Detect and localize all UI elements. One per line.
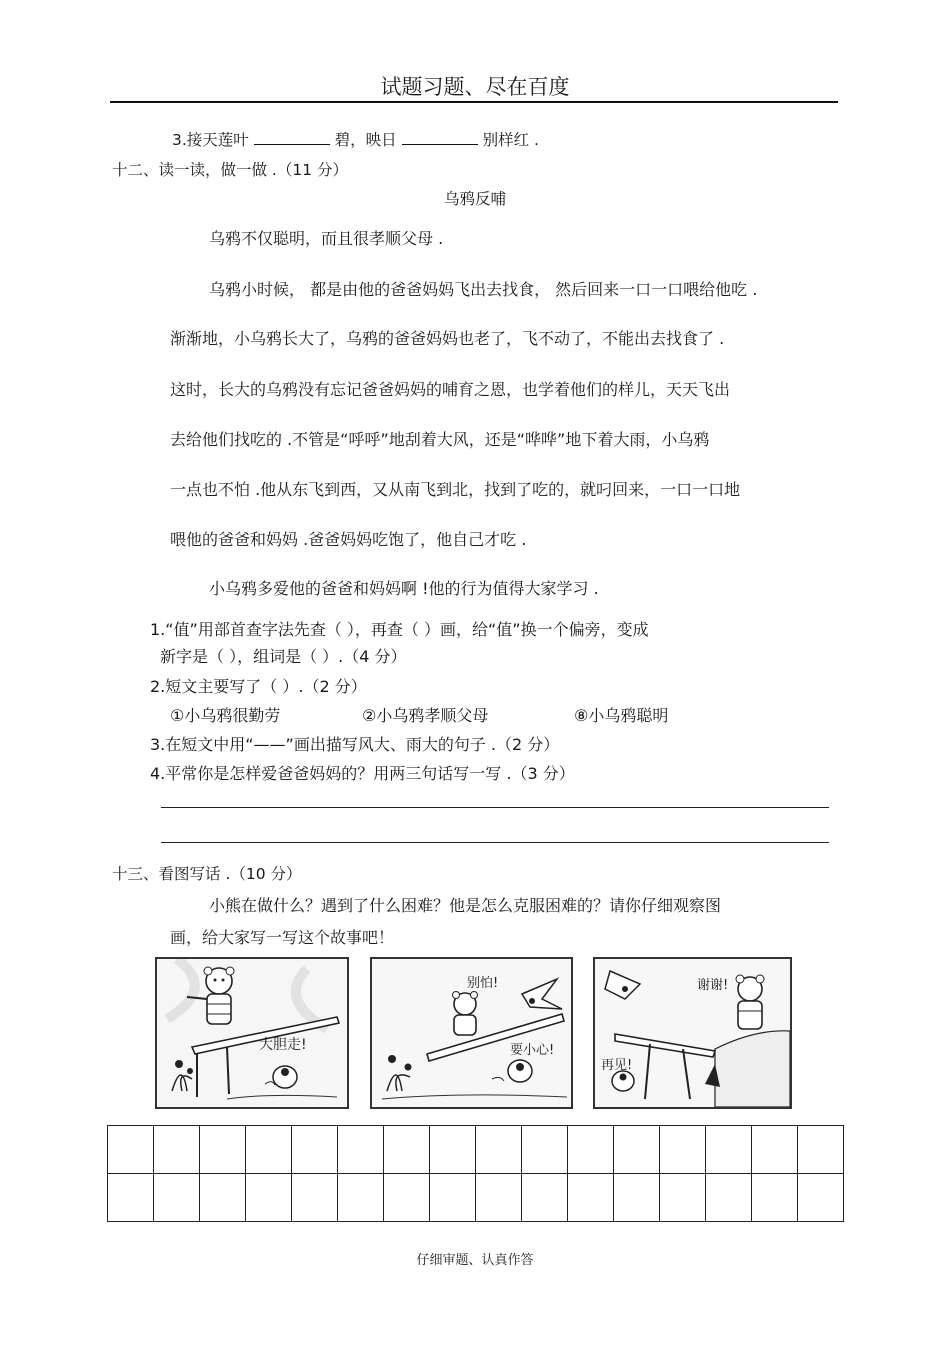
writing-grid-row: [108, 1174, 844, 1222]
panel-2-caption-top: 别怕!: [467, 976, 499, 991]
answer-line[interactable]: [161, 842, 829, 843]
writing-grid-cell[interactable]: [430, 1126, 476, 1174]
story-picture-1: [155, 957, 349, 1109]
writing-grid-cell[interactable]: [384, 1126, 430, 1174]
writing-grid-cell[interactable]: [430, 1174, 476, 1222]
writing-grid-cell[interactable]: [200, 1174, 246, 1222]
writing-grid-cell[interactable]: [660, 1126, 706, 1174]
writing-grid-cell[interactable]: [338, 1174, 384, 1222]
writing-grid-cell[interactable]: [706, 1174, 752, 1222]
bear-on-log-bridge-illustration: [157, 959, 347, 1107]
question-3: 3.在短文中用“——”画出描写风大、雨大的句子 .（2 分）: [150, 735, 560, 754]
story-paragraph: 这时，长大的乌鸦没有忘记爸爸妈妈的哺育之恩，也学着他们的样儿，天天飞出: [170, 380, 731, 399]
writing-grid-cell[interactable]: [568, 1126, 614, 1174]
poem-prefix: 3.接天莲叶: [172, 131, 249, 149]
writing-grid-cell[interactable]: [338, 1126, 384, 1174]
poem-suffix: 别样红 .: [482, 131, 539, 149]
story-paragraph: 乌鸦小时候， 都是由他的爸爸妈妈飞出去找食， 然后回来一口一口喂给他吃 .: [209, 280, 758, 299]
writing-grid-cell[interactable]: [108, 1126, 154, 1174]
panel-2-caption-bottom: 要小心!: [510, 1043, 555, 1058]
writing-grid-cell[interactable]: [200, 1126, 246, 1174]
question-2-option-2[interactable]: ②小乌鸦孝顺父母: [362, 706, 489, 725]
writing-grid-cell[interactable]: [522, 1126, 568, 1174]
page-header-title: 试题习题、尽在百度: [380, 75, 570, 99]
header-divider: [110, 101, 838, 103]
writing-grid-cell[interactable]: [568, 1174, 614, 1222]
writing-grid-cell[interactable]: [798, 1174, 844, 1222]
story-paragraph: 乌鸦不仅聪明，而且很孝顺父母 .: [209, 229, 444, 248]
writing-grid-cell[interactable]: [614, 1126, 660, 1174]
writing-grid-cell[interactable]: [154, 1126, 200, 1174]
writing-grid-cell[interactable]: [752, 1174, 798, 1222]
writing-grid-cell[interactable]: [476, 1126, 522, 1174]
section-13-heading: 十三、看图写话 .（10 分）: [112, 865, 302, 883]
fill-blank-2[interactable]: [402, 130, 478, 145]
poem-fill-line: [172, 128, 539, 150]
story-paragraph: 喂他的爸爸和妈妈 .爸爸妈妈吃饱了，他自己才吃 .: [170, 530, 527, 549]
answer-line[interactable]: [161, 807, 829, 808]
writing-grid-cell[interactable]: [154, 1174, 200, 1222]
story-paragraph: 一点也不怕 .他从东飞到西，又从南飞到北，找到了吃的，就叼回来，一口一口地: [170, 480, 741, 499]
page-footer: 仔细审题、认真作答: [416, 1253, 534, 1268]
question-1-line-2: 新字是（ ），组词是（ ）.（4 分）: [160, 647, 407, 666]
fill-blank-1[interactable]: [254, 130, 330, 145]
writing-prompt-line-1: 小熊在做什么？遇到了什么困难？他是怎么克服困难的？请你仔细观察图: [209, 896, 722, 915]
panel-3-caption-bottom: 再见!: [601, 1058, 633, 1073]
writing-prompt-line-2: 画，给大家写一写这个故事吧！: [170, 928, 395, 947]
writing-grid-cell[interactable]: [522, 1174, 568, 1222]
writing-grid-cell[interactable]: [614, 1174, 660, 1222]
writing-grid-cell[interactable]: [476, 1174, 522, 1222]
story-title: 乌鸦反哺: [443, 190, 506, 208]
writing-grid-cell[interactable]: [752, 1126, 798, 1174]
writing-grid-cell[interactable]: [246, 1174, 292, 1222]
panel-3-caption-top: 谢谢!: [697, 978, 729, 993]
question-2-option-1[interactable]: ①小乌鸦很勤劳: [170, 706, 281, 725]
question-4: 4.平常你是怎样爱爸爸妈妈的？用两三句话写一写 .（3 分）: [150, 764, 575, 783]
poem-mid: 碧，映日: [334, 131, 397, 149]
bear-thanks-bird-illustration: [595, 959, 790, 1107]
writing-grid-cell[interactable]: [660, 1174, 706, 1222]
story-picture-3: [593, 957, 792, 1109]
writing-grid-cell[interactable]: [292, 1126, 338, 1174]
writing-grid-row: [108, 1126, 844, 1174]
writing-grid-cell[interactable]: [706, 1126, 752, 1174]
writing-grid-cell[interactable]: [384, 1174, 430, 1222]
writing-grid-cell[interactable]: [108, 1174, 154, 1222]
bear-on-broken-bridge-illustration: [372, 959, 571, 1107]
panel-1-caption: 大胆走!: [259, 1037, 307, 1053]
section-12-heading: 十二、读一读，做一做 .（11 分）: [112, 161, 349, 179]
story-paragraph: 渐渐地，小乌鸦长大了，乌鸦的爸爸妈妈也老了，飞不动了，不能出去找食了 .: [170, 329, 725, 348]
writing-grid-cell[interactable]: [246, 1126, 292, 1174]
question-2-option-3[interactable]: ⑧小乌鸦聪明: [574, 706, 669, 725]
story-picture-2: [370, 957, 573, 1109]
writing-grid-cell[interactable]: [798, 1126, 844, 1174]
writing-grid: [107, 1125, 844, 1222]
question-1-line-1: 1.“值”用部首查字法先查（ ），再查（ ）画，给“值”换一个偏旁，变成: [150, 620, 649, 639]
story-paragraph: 去给他们找吃的 .不管是“呼呼”地刮着大风，还是“哗哗”地下着大雨，小乌鸦: [170, 430, 710, 449]
question-2: 2.短文主要写了（ ）.（2 分）: [150, 677, 367, 696]
writing-grid-cell[interactable]: [292, 1174, 338, 1222]
story-paragraph: 小乌鸦多爱他的爸爸和妈妈啊 !他的行为值得大家学习 .: [209, 579, 599, 598]
